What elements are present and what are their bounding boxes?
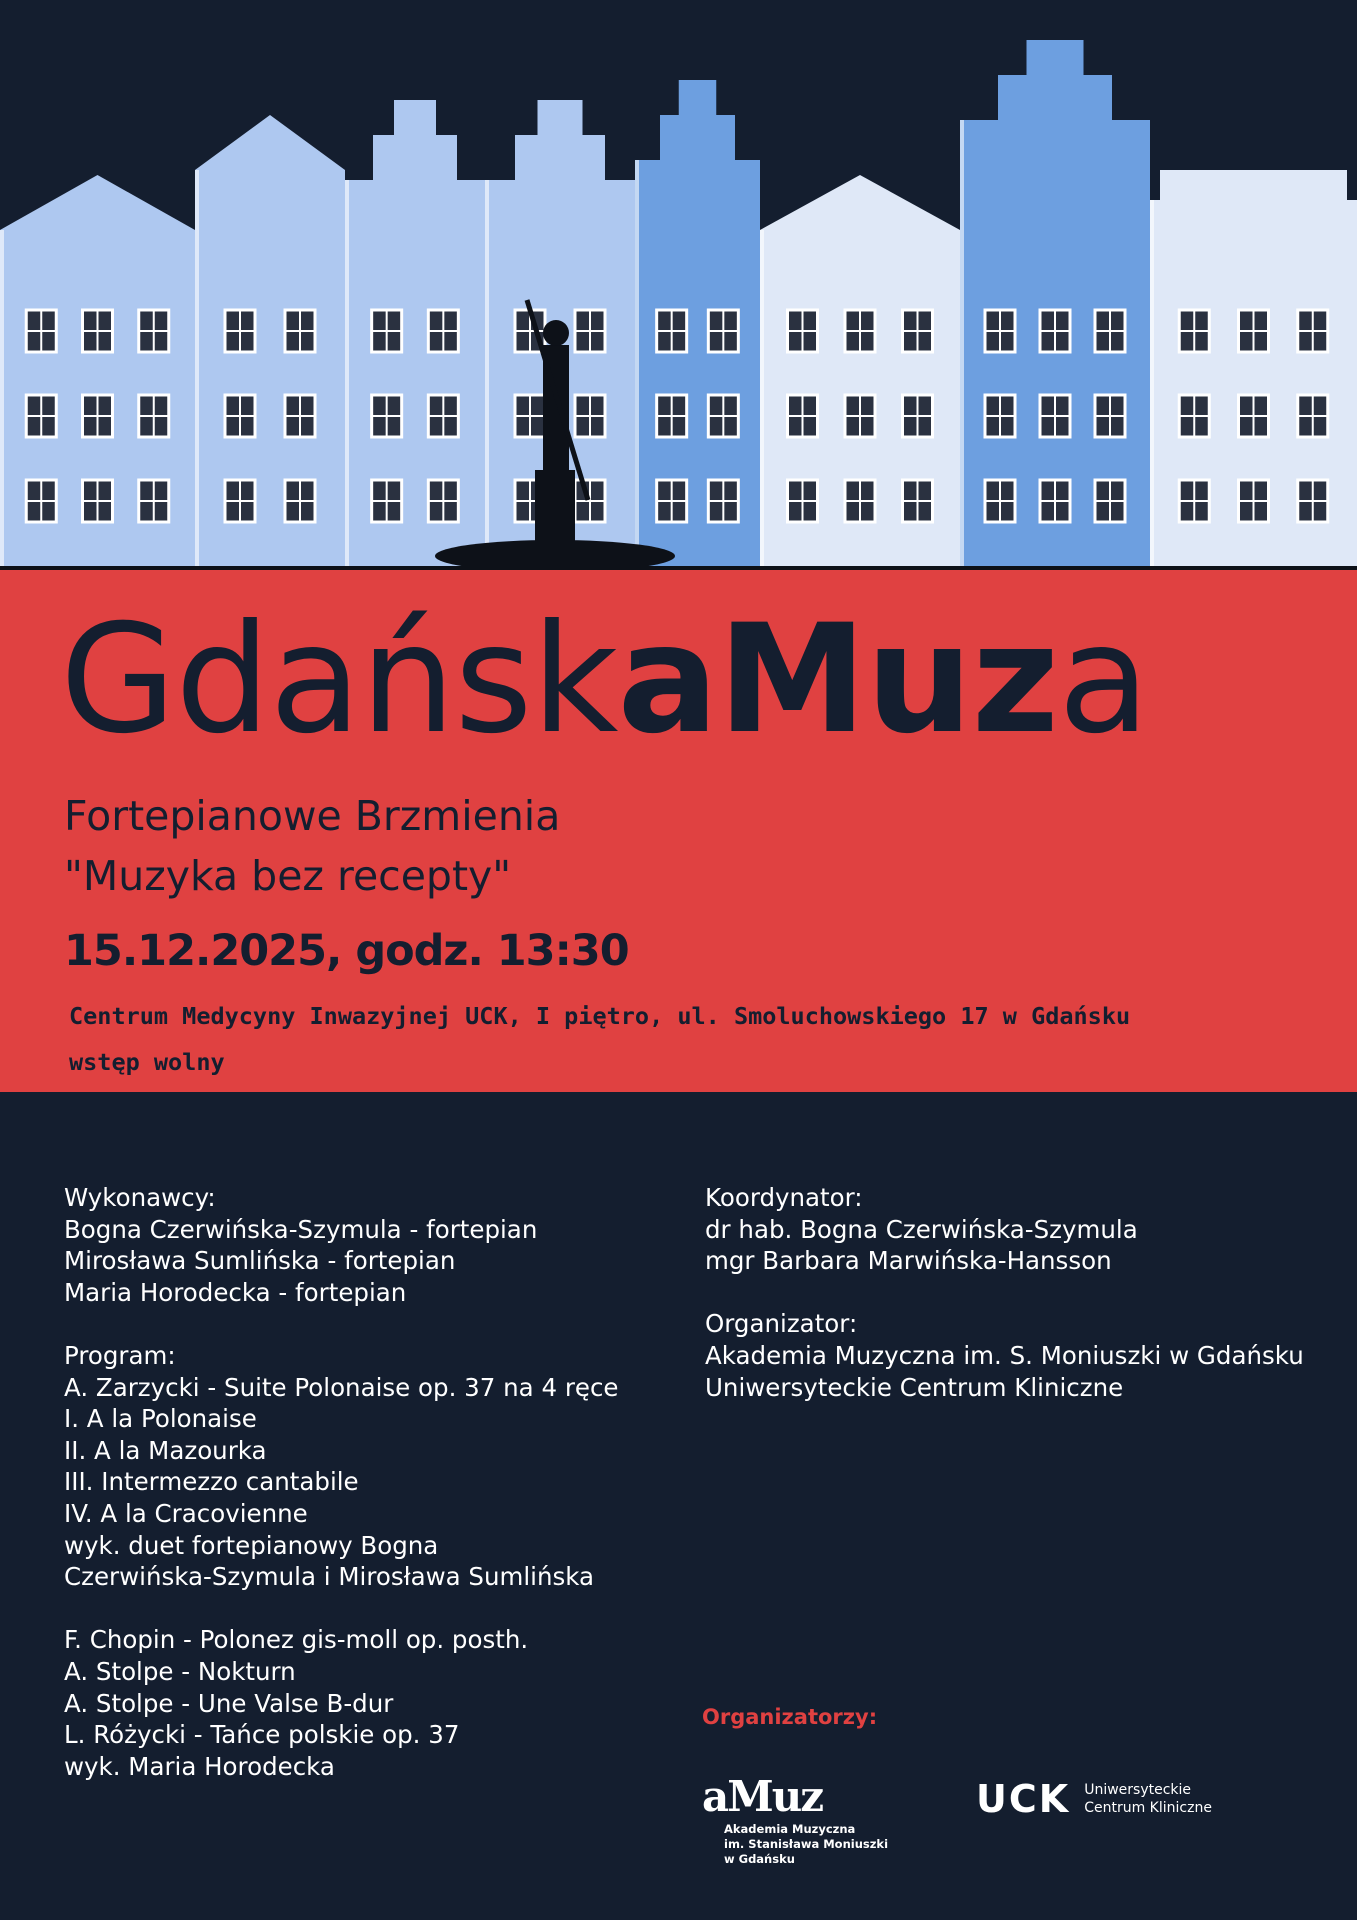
uck-logo-text [1084,1781,1212,1817]
performer-item: Maria Horodecka - fortepian [64,1277,407,1307]
townhouse-facade [635,160,760,570]
townhouse-gable [515,135,605,180]
program-list-part2 [64,1624,664,1782]
program-item: A. Zarzycki - Suite Polonaise op. 37 na 4 ręce [64,1372,619,1402]
uck-logo-line: Centrum Kliniczne [1084,1800,1212,1816]
townhouse-gable [1027,40,1084,75]
concert-title: "Muzyka bez recepty" [64,852,512,900]
coordinators-list [705,1214,1325,1277]
townhouse-facade [345,180,485,570]
coordinator-organizer-column [705,1182,1325,1403]
townhouse-gable [679,80,717,115]
program-item: A. Stolpe - Une Valse B-dur [64,1688,394,1718]
townhouse-gable [1160,170,1347,200]
coordinator-heading: Koordynator: [705,1183,863,1212]
townhouse-facade [195,170,345,570]
organizer-heading: Organizator: [705,1309,858,1339]
title-light-part: Gdańsk [60,593,618,767]
performers-program-column [64,1182,664,1782]
facade-pilaster [485,180,489,570]
facade-pilaster [1150,200,1154,570]
performers-list [64,1214,664,1309]
amuz-logo [702,1772,889,1867]
facade-pilaster [960,120,964,570]
concert-date-time: 15.12.2025, godz. 13:30 [64,926,629,976]
program-item: wyk. duet fortepianowy Bogna [64,1530,439,1560]
festival-title [60,593,1149,767]
townhouses-illustration [0,0,1357,570]
program-item: Czerwińska-Szymula i Mirosława Sumlińska [64,1562,595,1592]
amuz-logo-line: Akademia Muzyczna [724,1822,856,1836]
facade-pilaster [635,160,639,570]
townhouse-gable [660,115,735,160]
hero-image-gdansk-townhouses [0,0,1357,570]
program-item: wyk. Maria Horodecka [64,1751,335,1781]
townhouse-gable [760,175,960,230]
program-item: IV. A la Cracovienne [64,1498,308,1528]
program-item: L. Różycki - Tańce polskie op. 37 [64,1720,460,1750]
townhouse-gable [394,100,436,135]
program-heading: Program: [64,1340,176,1370]
coordinator-item: dr hab. Bogna Czerwińska-Szymula [705,1214,1138,1244]
program-item: F. Chopin - Polonez gis-moll op. posth. [64,1625,529,1655]
coordinator-item: mgr Barbara Marwińska-Hansson [705,1246,1112,1276]
facade-pilaster [195,170,199,570]
program-item: III. Intermezzo cantabile [64,1467,359,1497]
townhouse-gable [195,115,345,170]
admission-info: wstęp wolny [69,1048,225,1076]
statue-head [543,320,569,346]
organizers-list [705,1340,1325,1403]
organizer-item: Akademia Muzyczna im. S. Moniuszki w Gdańsku [705,1340,1304,1370]
concert-series-title: Fortepianowe Brzmienia [64,792,561,840]
title-end-part: a [1058,593,1149,767]
program-item: II. A la Mazourka [64,1435,267,1465]
amuz-logo-text [724,1822,888,1867]
uck-logo-line: Uniwersyteckie [1084,1782,1192,1798]
program-item: A. Stolpe - Nokturn [64,1656,296,1686]
organizers-label: Organizatorzy: [702,1705,878,1729]
amuz-logo-mark: aMuz [702,1772,823,1821]
townhouse-gable [0,175,195,230]
performer-item: Mirosława Sumlińska - fortepian [64,1246,456,1276]
fountain-pedestal [535,470,575,558]
amuz-logo-line: w Gdańsku [724,1852,795,1866]
amuz-logo-line: im. Stanisława Moniuszki [724,1837,889,1851]
performer-item: Bogna Czerwińska-Szymula - fortepian [64,1214,538,1244]
facade-pilaster [345,180,349,570]
program-item: I. A la Polonaise [64,1404,257,1434]
venue-address: Centrum Medycyny Inwazyjnej UCK, I piętro, ul. Smoluchowskiego 17 w Gdańsku [69,1002,1131,1030]
facade-pilaster [760,230,764,570]
uck-logo-mark: UCK [976,1777,1071,1821]
organizer-item: Uniwersyteckie Centrum Kliniczne [705,1372,1124,1402]
townhouse-gable [538,100,583,135]
title-bold-part: aMuz [617,593,1059,767]
program-list-part1 [64,1372,664,1593]
townhouse-gable [373,135,457,180]
townhouse-gable [998,75,1112,120]
facade-pilaster [0,230,4,570]
uck-logo [976,1777,1212,1821]
performers-heading: Wykonawcy: [64,1183,216,1212]
